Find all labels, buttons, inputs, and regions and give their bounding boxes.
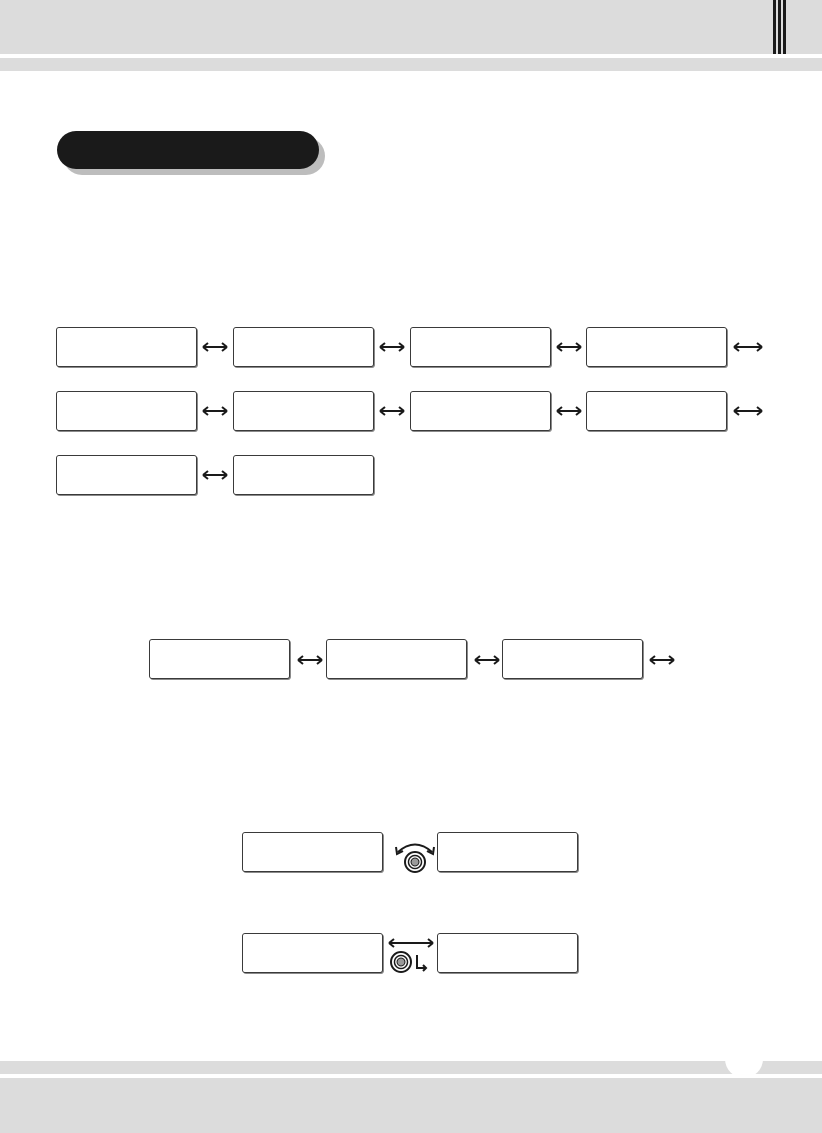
double-arrow-icon bbox=[648, 654, 676, 666]
section-tab bbox=[57, 131, 319, 169]
lcd-screen bbox=[410, 391, 551, 431]
lcd-screen bbox=[586, 391, 727, 431]
lcd-screen bbox=[242, 832, 383, 872]
lcd-screen bbox=[56, 391, 197, 431]
double-arrow-icon bbox=[555, 405, 583, 417]
double-arrow-icon bbox=[201, 469, 229, 481]
double-arrow-icon bbox=[296, 654, 324, 666]
double-arrow-icon bbox=[732, 405, 764, 417]
double-arrow-icon bbox=[201, 405, 229, 417]
lcd-screen bbox=[233, 327, 374, 367]
binding-mark bbox=[773, 0, 776, 54]
lcd-screen bbox=[586, 327, 727, 367]
lcd-screen bbox=[437, 933, 578, 973]
double-arrow-icon bbox=[201, 341, 229, 353]
double-arrow-icon bbox=[378, 405, 406, 417]
page-number bbox=[725, 1040, 763, 1078]
lcd-screen bbox=[437, 832, 578, 872]
lcd-screen bbox=[326, 639, 467, 679]
double-arrow-icon bbox=[732, 341, 764, 353]
lcd-screen bbox=[410, 327, 551, 367]
lcd-screen bbox=[149, 639, 290, 679]
knob-rotate-icon bbox=[393, 838, 437, 874]
lcd-screen bbox=[502, 639, 643, 679]
double-arrow-icon bbox=[378, 341, 406, 353]
footer-band bbox=[0, 1078, 822, 1133]
lcd-screen bbox=[242, 933, 383, 973]
lcd-screen bbox=[56, 455, 197, 495]
double-arrow-icon bbox=[555, 341, 583, 353]
header-strip bbox=[0, 58, 822, 71]
lcd-screen bbox=[56, 327, 197, 367]
header-band bbox=[0, 0, 822, 54]
knob-press-icon bbox=[386, 937, 436, 973]
lcd-screen bbox=[233, 391, 374, 431]
binding-mark bbox=[778, 0, 781, 54]
footer-strip bbox=[0, 1061, 822, 1074]
lcd-screen bbox=[233, 455, 374, 495]
binding-mark bbox=[783, 0, 786, 54]
double-arrow-icon bbox=[473, 654, 501, 666]
